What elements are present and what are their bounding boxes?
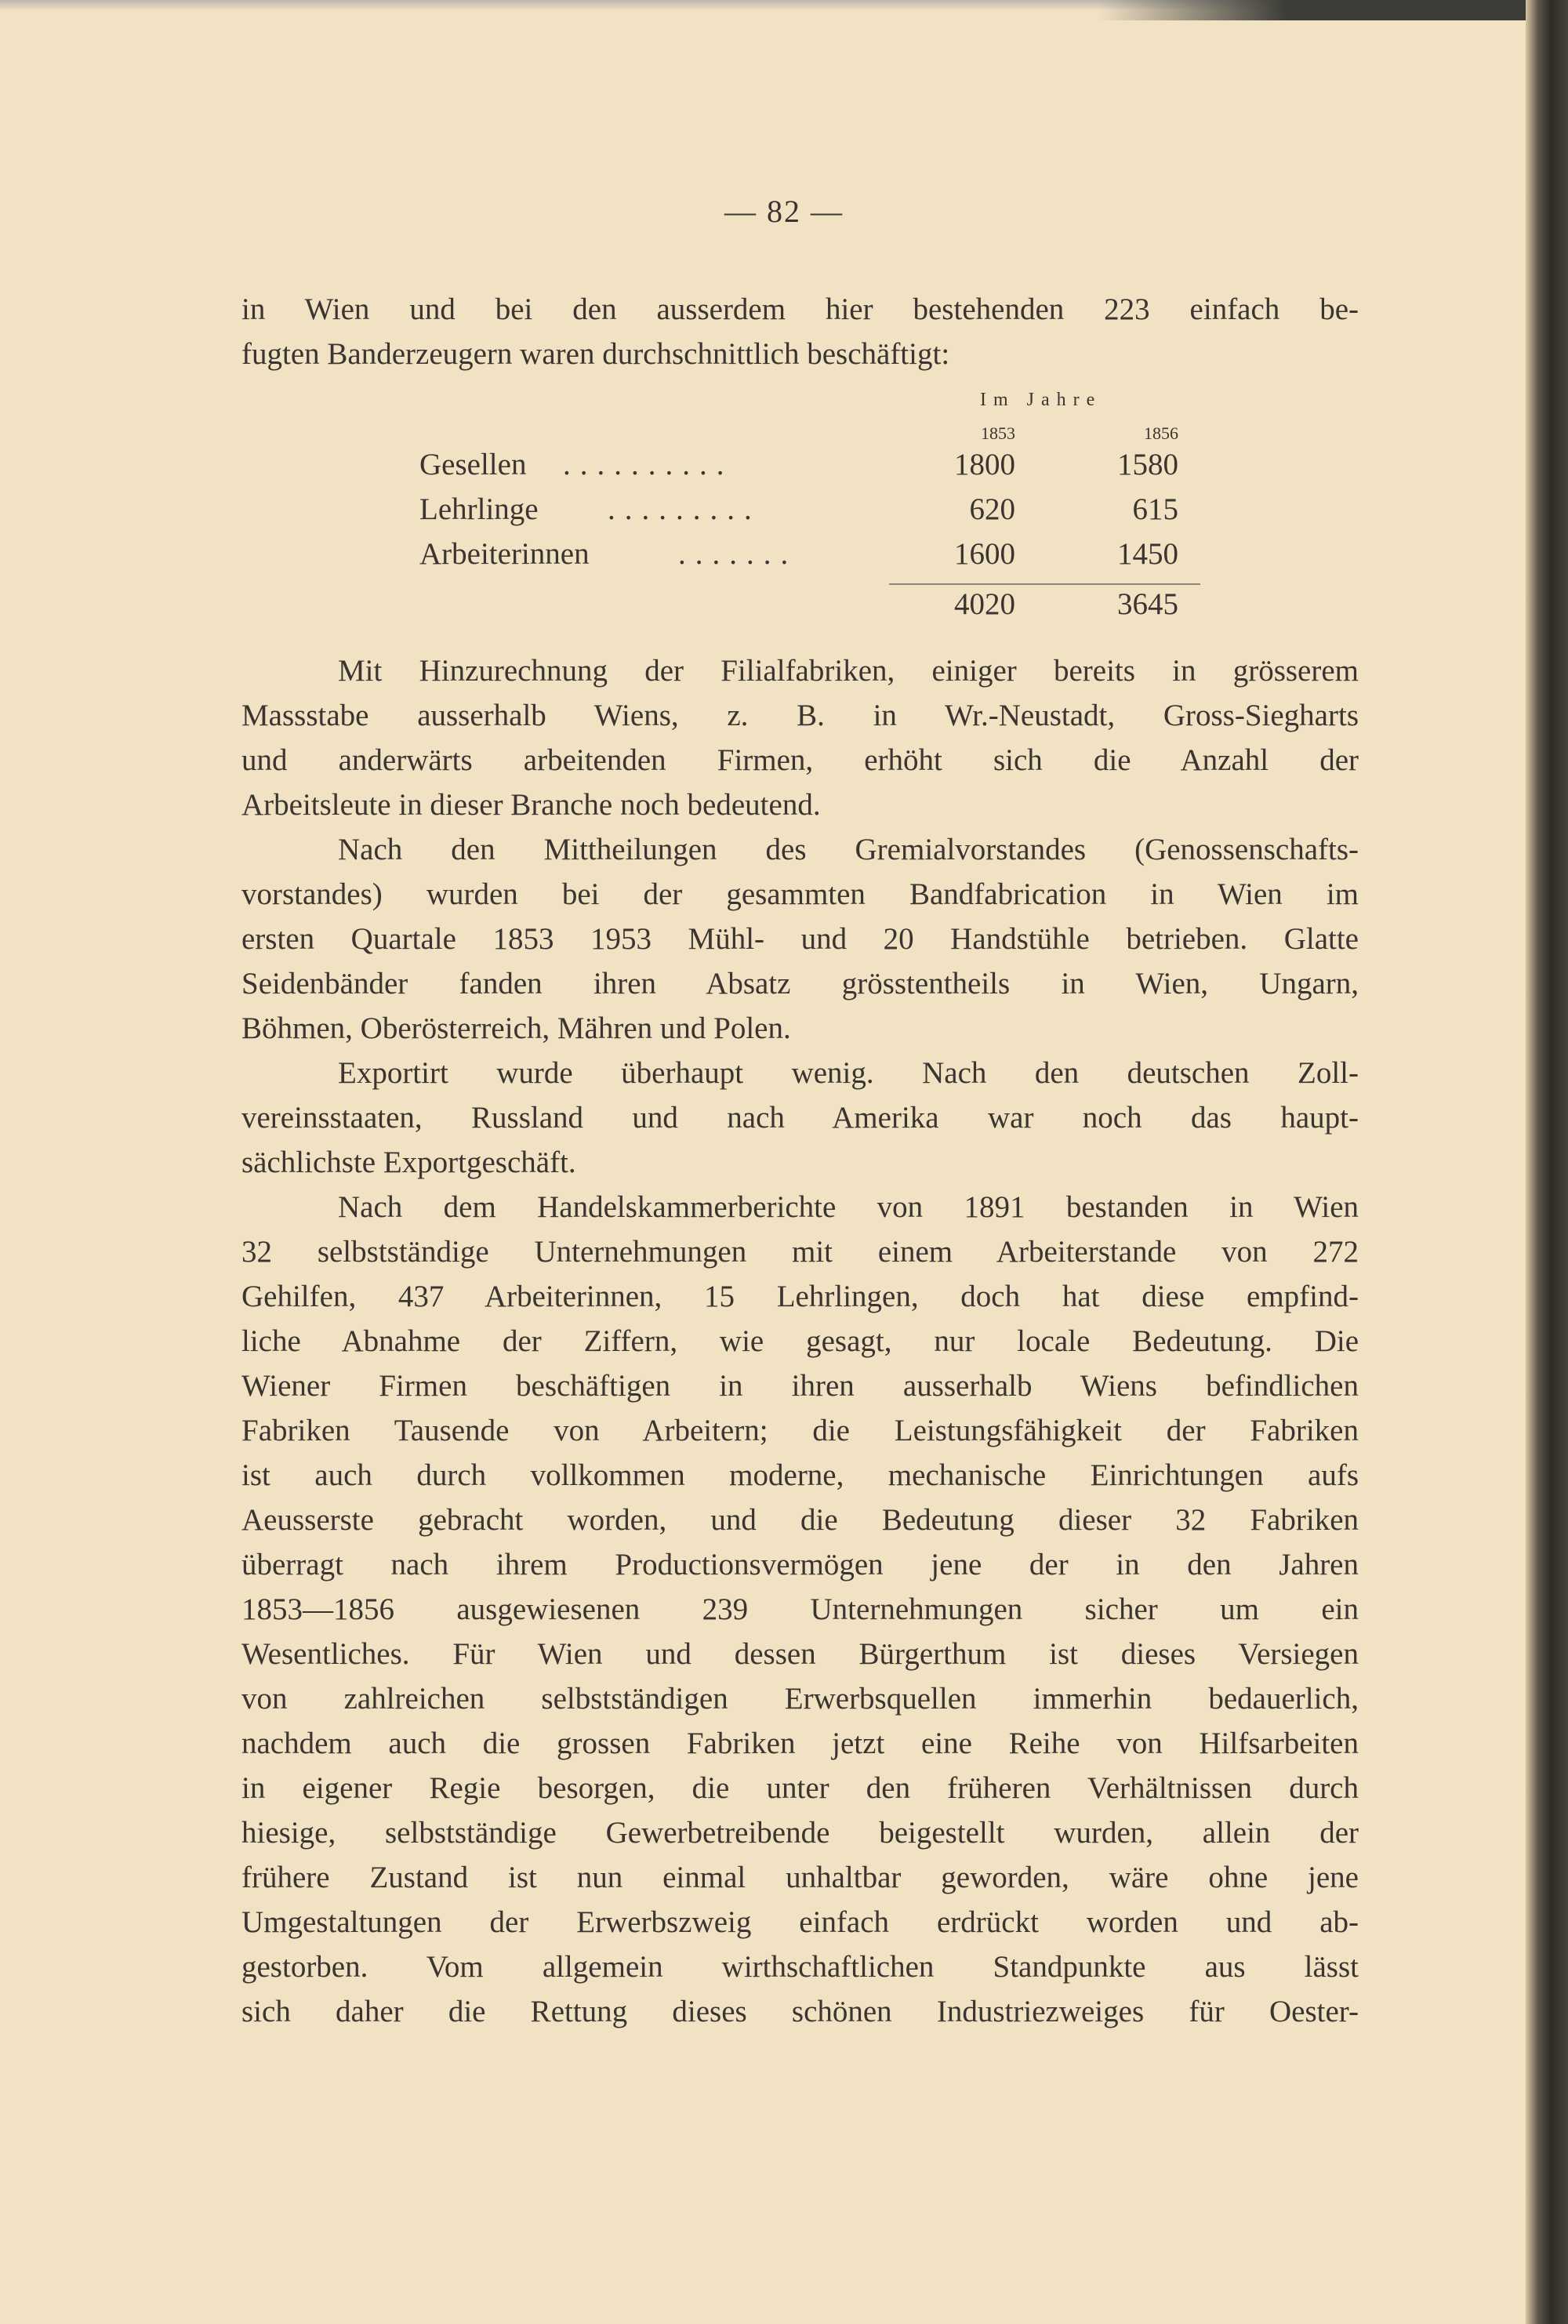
text-line: 32 selbstständige Unternehmungen mit einem Arbeiterstande von 272: [241, 1235, 1359, 1269]
text-line: hiesige, selbstständige Gewerbetreibende beigestellt wurden, allein der: [241, 1816, 1359, 1850]
text-line: in Wien und bei den ausserdem hier bestehenden 223 einfach be-: [241, 292, 1359, 326]
paragraph: [241, 648, 1359, 827]
text-line: Nach dem Handelskammerberichte von 1891 bestanden in Wien: [338, 1190, 1359, 1224]
text-line: liche Abnahme der Ziffern, wie gesagt, nur locale Bedeutung. Die: [241, 1324, 1359, 1358]
text-line: Böhmen, Oberösterreich, Mähren und Polen.: [241, 1011, 791, 1045]
total-1856: 3645: [1117, 587, 1178, 621]
leader-dots: .......: [678, 537, 798, 571]
text-line: gestorben. Vom allgemein wirthschaftlichen Standpunkte aus lässt: [241, 1950, 1359, 1984]
text-line: Nach den Mittheilungen des Gremialvorstandes (Genossenschafts-: [338, 833, 1359, 866]
text-line: sich daher die Rettung dieses schönen Industriezweiges für Oester-: [241, 1995, 1359, 2028]
intro-text: [241, 287, 1359, 376]
table-header: Im Jahre: [980, 390, 1102, 410]
leader-dots: .........: [608, 492, 761, 526]
value-1856: 1450: [1117, 537, 1178, 571]
value-1853: 620: [969, 492, 1015, 526]
text-line: Mit Hinzurechnung der Filialfabriken, einiger bereits in grösserem: [338, 654, 1359, 688]
value-1856: 615: [1132, 492, 1178, 526]
body-text: [241, 648, 1359, 2034]
text-line: frühere Zustand ist nun einmal unhaltbar geworden, wäre ohne jene: [241, 1861, 1359, 1894]
paragraph: [241, 1051, 1359, 1185]
value-1853: 1800: [954, 448, 1015, 481]
text-line: Seidenbänder fanden ihren Absatz grösstentheils in Wien, Ungarn,: [241, 967, 1359, 1000]
text-line: Exportirt wurde überhaupt wenig. Nach den deutschen Zoll-: [338, 1056, 1359, 1090]
text-line: Wesentliches. Für Wien und dessen Bürgerthum ist dieses Versiegen: [241, 1637, 1359, 1671]
text-line: fugten Banderzeugern waren durchschnittlich beschäftigt:: [241, 337, 950, 371]
text-line: Umgestaltungen der Erwerbszweig einfach erdrückt worden und ab-: [241, 1905, 1359, 1939]
text-line: Fabriken Tausende von Arbeitern; die Leistungsfähigkeit der Fabriken: [241, 1414, 1359, 1447]
text-line: vereinsstaaten, Russland und nach Amerika war noch das haupt-: [241, 1101, 1359, 1135]
text-line: vorstandes) wurden bei der gesammten Bandfabrication in Wien im: [241, 877, 1359, 911]
text-line: nachdem auch die grossen Fabriken jetzt eine Reihe von Hilfsarbeiten: [241, 1727, 1359, 1760]
value-1856: 1580: [1117, 448, 1178, 481]
text-line: überragt nach ihrem Productionsvermögen jene der in den Jahren: [241, 1548, 1359, 1581]
paragraph: [241, 1185, 1359, 2034]
text-line: und anderwärts arbeitenden Firmen, erhöht sich die Anzahl der: [241, 743, 1359, 777]
text-line: Gehilfen, 437 Arbeiterinnen, 15 Lehrlingen, doch hat diese empfind-: [241, 1280, 1359, 1313]
year-header-1856: 1856: [1144, 423, 1178, 443]
leader-dots: ..........: [563, 448, 734, 481]
text-line: ersten Quartale 1853 1953 Mühl- und 20 Handstühle betrieben. Glatte: [241, 922, 1359, 956]
text-line: Aeusserste gebracht worden, und die Bedeutung dieser 32 Fabriken: [241, 1503, 1359, 1537]
text-line: von zahlreichen selbstständigen Erwerbsquellen immerhin bedauerlich,: [241, 1682, 1359, 1716]
sum-rule: [889, 583, 1200, 585]
book-spine-edge: [1526, 0, 1568, 2324]
scan-border-top: [1098, 0, 1568, 20]
year-header-1853: 1853: [981, 423, 1015, 443]
text-line: in eigener Regie besorgen, die unter den früheren Verhältnissen durch: [241, 1771, 1359, 1805]
text-line: Wiener Firmen beschäftigen in ihren ausserhalb Wiens befindlichen: [241, 1369, 1359, 1403]
value-1853: 1600: [954, 537, 1015, 571]
row-label: Gesellen: [419, 448, 527, 481]
page-number: — 82 —: [724, 194, 844, 229]
total-1853: 4020: [954, 587, 1015, 621]
paragraph: [241, 827, 1359, 1051]
text-line: 1853—1856 ausgewiesenen 239 Unternehmungen sicher um ein: [241, 1592, 1359, 1626]
text-line: Massstabe ausserhalb Wiens, z. B. in Wr.-Neustadt, Gross-Siegharts: [241, 699, 1359, 732]
row-label: Lehrlinge: [419, 492, 539, 526]
text-line: Arbeitsleute in dieser Branche noch bedeutend.: [241, 788, 821, 822]
row-label: Arbeiterinnen: [419, 537, 590, 571]
text-line: sächlichste Exportgeschäft.: [241, 1146, 576, 1179]
text-line: ist auch durch vollkommen moderne, mechanische Einrichtungen aufs: [241, 1458, 1359, 1492]
